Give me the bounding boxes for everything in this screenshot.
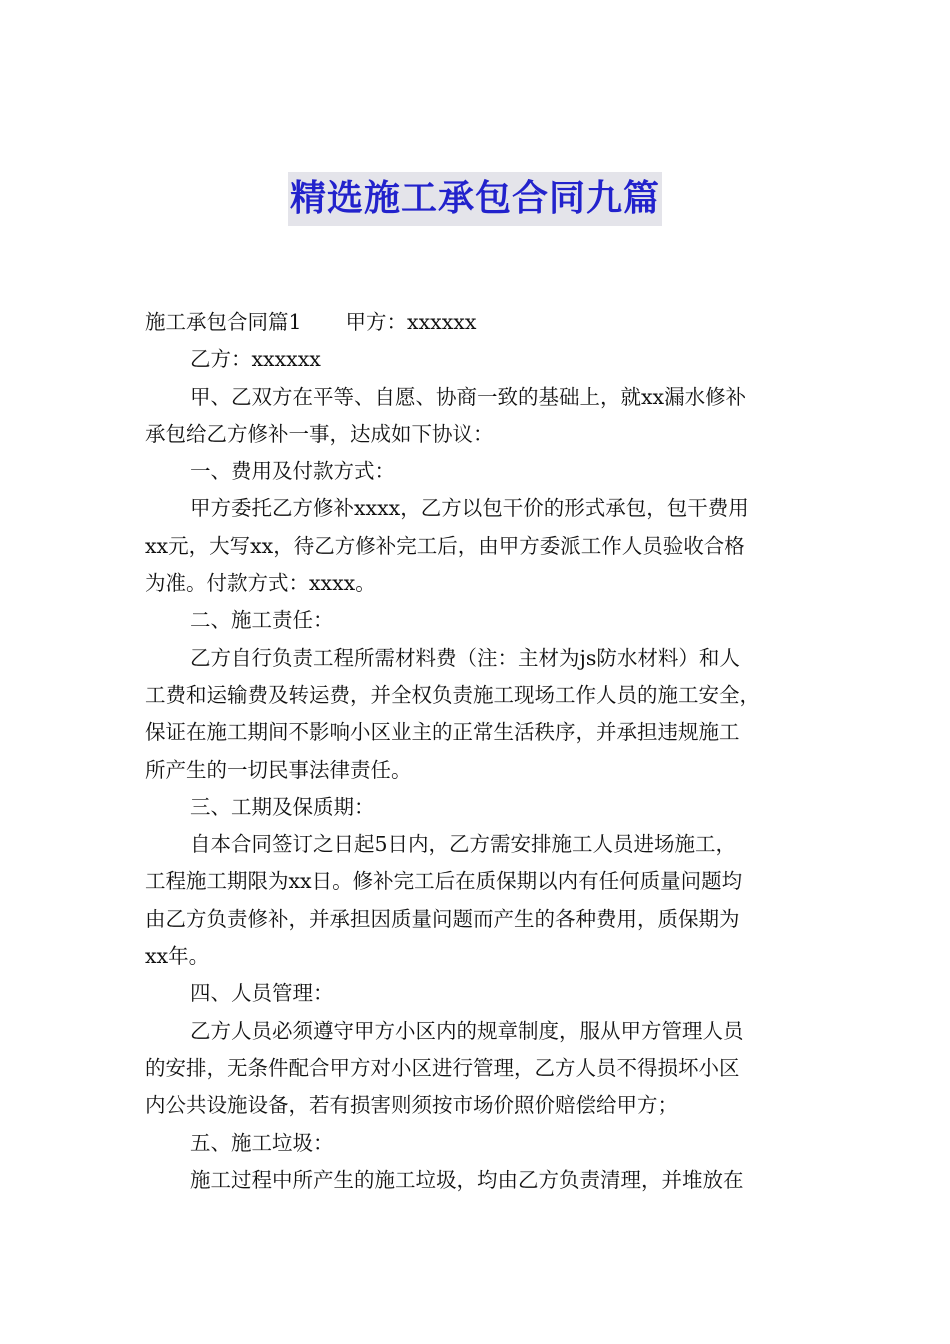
paragraph-line: 施工过程中所产生的施工垃圾，均由乙方负责清理，并堆放在	[190, 1167, 744, 1192]
paragraph-line: 四、人员管理：	[190, 981, 334, 1006]
paragraph-line: 乙方人员必须遵守甲方小区内的规章制度，服从甲方管理人员	[190, 1018, 744, 1043]
document-title: 精选施工承包合同九篇	[288, 172, 662, 226]
paragraph-line: 乙方：xxxxxx	[190, 347, 321, 372]
document-body	[145, 304, 810, 1199]
paragraph-line: 内公共设施设备，若有损害则须按市场价照价赔偿给甲方；	[145, 1093, 678, 1118]
paragraph-line: 三、工期及保质期：	[190, 794, 375, 819]
paragraph-line: xx元，大写xx，待乙方修补完工后，由甲方委派工作人员验收合格	[145, 533, 745, 558]
paragraph-line: 一、费用及付款方式：	[190, 459, 395, 484]
paragraph-line: 五、施工垃圾：	[190, 1130, 334, 1155]
paragraph-line: 甲、乙双方在平等、自愿、协商一致的基础上，就xx漏水修补	[190, 384, 747, 409]
paragraph-line: 工费和运输费及转运费，并全权负责施工现场工作人员的施工安全，	[145, 682, 760, 707]
paragraph-line: xx年。	[145, 944, 210, 969]
paragraph-line: 承包给乙方修补一事，达成如下协议：	[145, 421, 494, 446]
paragraph-line: 自本合同签订之日起5日内，乙方需安排施工人员进场施工，	[190, 832, 737, 857]
paragraph-line: 所产生的一切民事法律责任。	[145, 757, 412, 782]
paragraph-line: 工程施工期限为xx日。修补完工后在质保期以内有任何质量问题均	[145, 869, 743, 894]
title-container	[0, 172, 950, 226]
paragraph-line: 乙方自行负责工程所需材料费（注：主材为js防水材料）和人	[190, 645, 740, 670]
header-line	[145, 304, 810, 341]
paragraph-line: 甲方委托乙方修补xxxx，乙方以包干价的形式承包，包干费用	[190, 496, 749, 521]
paragraph-line: 的安排，无条件配合甲方对小区进行管理，乙方人员不得损坏小区	[145, 1055, 740, 1080]
section-heading: 施工承包合同篇1	[145, 310, 302, 334]
paragraph-line: 为准。付款方式：xxxx。	[145, 571, 376, 596]
paragraph-line: 二、施工责任：	[190, 608, 334, 633]
paragraph-line: 保证在施工期间不影响小区业主的正常生活秩序，并承担违规施工	[145, 720, 740, 745]
paragraph-line: 由乙方负责修补，并承担因质量问题而产生的各种费用，质保期为	[145, 906, 740, 931]
party-a-line: 甲方：xxxxxx	[345, 310, 477, 334]
